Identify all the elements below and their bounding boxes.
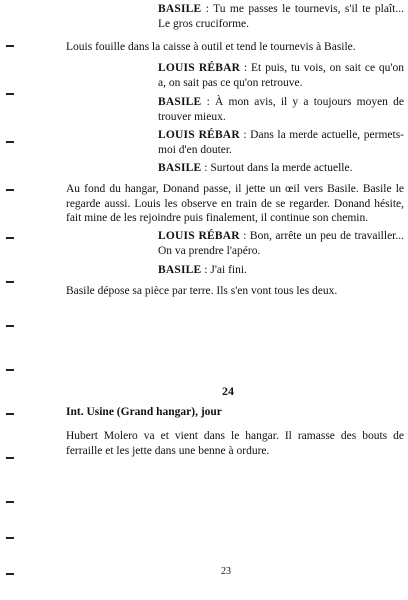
dialogue-text: Surtout dans la merde actuelle. bbox=[210, 162, 353, 174]
margin-mark bbox=[6, 457, 14, 459]
margin-mark bbox=[6, 281, 14, 283]
margin-mark bbox=[6, 93, 14, 95]
dialogue-block: BASILE : Surtout dans la merde actuelle. bbox=[158, 162, 353, 174]
action-block bbox=[66, 429, 404, 458]
page-number: 23 bbox=[221, 566, 231, 577]
margin-mark bbox=[6, 413, 14, 415]
margin-mark bbox=[6, 141, 14, 143]
margin-mark bbox=[6, 189, 14, 191]
dialogue-block: LOUIS RÉBAR : Bon, arrête un peu de travailler... On va prendre l'apéro. bbox=[158, 230, 404, 257]
margin-mark bbox=[6, 537, 14, 539]
scene-heading: Int. Usine (Grand hangar), jour bbox=[66, 406, 222, 418]
margin-mark bbox=[6, 369, 14, 371]
dialogue-text: Et puis, tu vois, on sait ce qu'on a, on sait pas ce qu'on retrouve. bbox=[158, 62, 404, 89]
margin-mark bbox=[6, 45, 14, 47]
action-block bbox=[66, 40, 404, 55]
dialogue-text: J'ai fini. bbox=[210, 264, 247, 276]
action-text: Basile dépose sa pièce par terre. Ils s'en vont tous les deux. bbox=[66, 285, 338, 297]
speaker-name: LOUIS RÉBAR bbox=[158, 62, 241, 74]
speaker-name: BASILE bbox=[158, 264, 202, 276]
margin-mark bbox=[6, 325, 14, 327]
dialogue-block: BASILE : À mon avis, il y a toujours moyen de trouver mieux. bbox=[158, 96, 404, 123]
speaker-name: LOUIS RÉBAR bbox=[158, 230, 240, 242]
dialogue-text: Tu me passes le tournevis, s'il te plaît... Le gros cruciforme. bbox=[158, 3, 404, 30]
margin-mark bbox=[6, 573, 14, 575]
action-block bbox=[66, 284, 404, 299]
scene-number: 24 bbox=[222, 384, 234, 398]
action-text: Hubert Molero va et vient dans le hangar. Il ramasse des bouts de ferraille et les jette dans une benne à ordure. bbox=[66, 430, 404, 457]
dialogue-block: BASILE : J'ai fini. bbox=[158, 264, 247, 276]
action-text: Au fond du hangar, Donand passe, il jette un œil vers Basile. Basile le regarde aussi. Louis les observe en train de se regarder. Donand hésite, fait mine de les rejoindre puis finalement, il continue son chemin. bbox=[66, 183, 404, 224]
speaker-name: BASILE bbox=[158, 3, 202, 15]
action-text: Louis fouille dans la caisse à outil et tend le tournevis à Basile. bbox=[66, 41, 356, 53]
action-block bbox=[66, 182, 404, 226]
speaker-name: LOUIS RÉBAR bbox=[158, 129, 240, 141]
dialogue-block: LOUIS RÉBAR : Et puis, tu vois, on sait ce qu'on a, on sait pas ce qu'on retrouve. bbox=[158, 62, 404, 89]
margin-mark bbox=[6, 237, 14, 239]
speaker-name: BASILE bbox=[158, 162, 202, 174]
dialogue-text: Bon, arrête un peu de travailler... On va prendre l'apéro. bbox=[158, 230, 404, 257]
dialogue-block: BASILE : Tu me passes le tournevis, s'il te plaît... Le gros cruciforme. bbox=[158, 3, 404, 30]
margin-mark bbox=[6, 501, 14, 503]
speaker-name: BASILE bbox=[158, 96, 202, 108]
dialogue-text: À mon avis, il y a toujours moyen de trouver mieux. bbox=[158, 96, 404, 123]
dialogue-block: LOUIS RÉBAR : Dans la merde actuelle, permets-moi d'en douter. bbox=[158, 129, 404, 156]
dialogue-text: Dans la merde actuelle, permets-moi d'en douter. bbox=[158, 129, 404, 156]
